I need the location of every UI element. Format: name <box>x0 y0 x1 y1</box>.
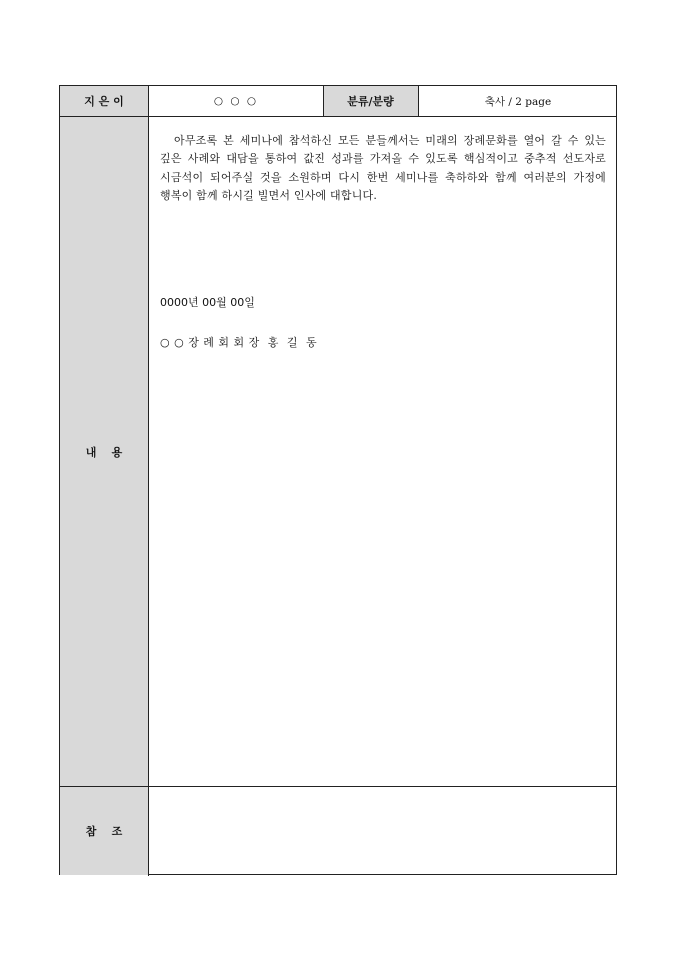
reference-label: 참 조 <box>85 825 123 838</box>
category-value: 축사 / 2 page <box>484 95 552 108</box>
category-label: 분류/분량 <box>347 95 394 108</box>
label-column-divider <box>148 86 149 876</box>
document-date: 0000년 00월 00일 <box>160 296 255 309</box>
reference-value <box>149 787 617 875</box>
author-label: 지 은 이 <box>84 95 124 108</box>
content-paragraph: 아무조록 본 세미나에 참석하신 모든 분들께서는 미래의 장례문화를 열어 갈 수 있는 깊은 사례와 대담을 통하여 값진 성과를 가져올 수 있도록 핵심적이고 중추적 선도자로 시금석이 되어주실 것을 소원하며 다시 한번 세미나를 축하하와 함께 여러분의 가정에 행복이 함께 하시길 빌면서 인사에 대합니다. <box>160 134 606 202</box>
signer-name: ○ ○ 장 례 회 회 장 홍 길 동 <box>160 336 318 349</box>
author-value: ○ ○ ○ <box>213 95 259 107</box>
document-form <box>59 85 617 875</box>
content-label: 내 용 <box>85 445 123 459</box>
